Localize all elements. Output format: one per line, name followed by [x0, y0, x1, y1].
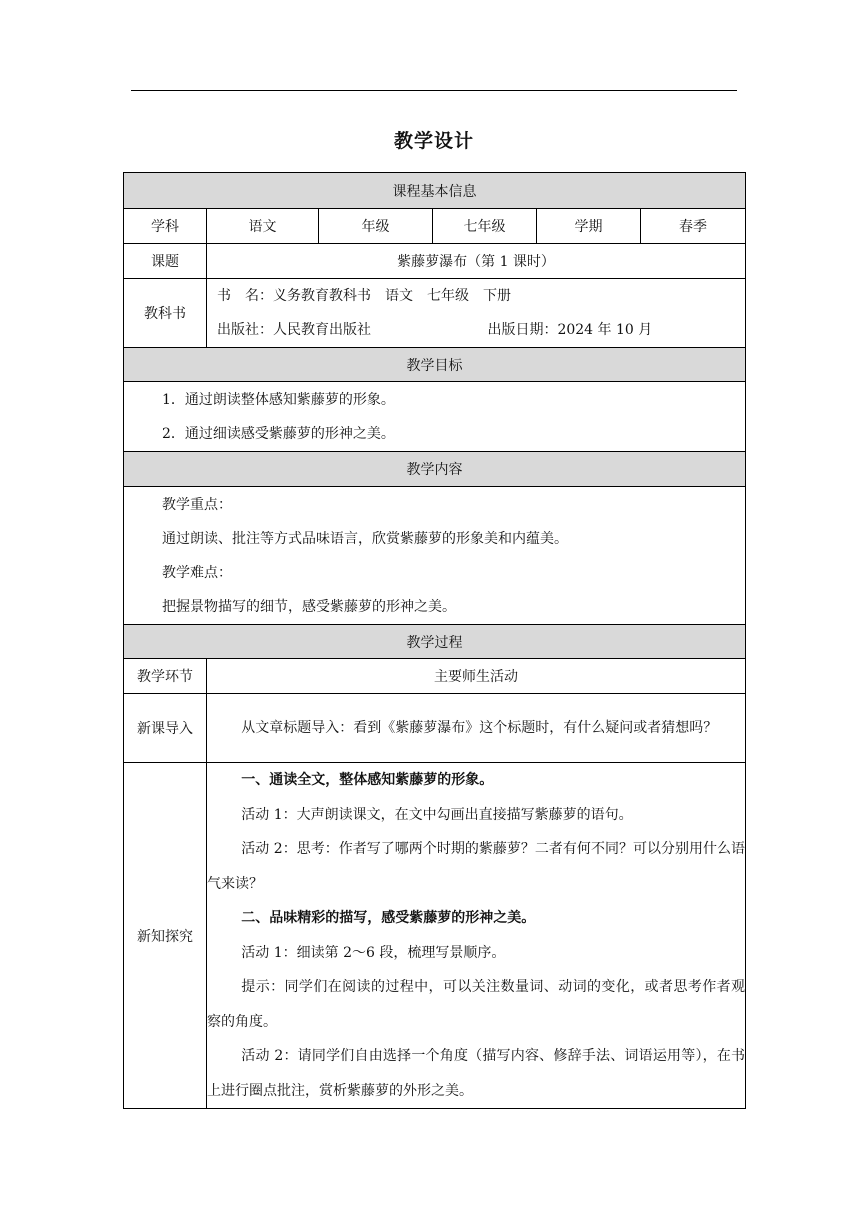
objectives-row — [124, 382, 746, 452]
textbook-row — [124, 279, 746, 348]
basic-info-header: 课程基本信息 — [124, 173, 746, 209]
difficulty-text: 把握景物描写的细节，感受紫藤萝的形神之美。 — [162, 598, 456, 615]
explore-activities — [207, 763, 746, 1109]
subject-value: 语文 — [207, 209, 319, 244]
term-label: 学期 — [537, 209, 641, 244]
objectives-header: 教学目标 — [124, 348, 746, 382]
process-header-row — [124, 625, 746, 659]
document-title: 教学设计 — [393, 130, 474, 152]
textbook-info — [207, 279, 746, 348]
explore-stage: 新知探究 — [124, 763, 207, 1109]
process-columns-row — [124, 659, 746, 694]
grade-label: 年级 — [319, 209, 433, 244]
publisher-line — [217, 313, 745, 347]
term-value: 春季 — [641, 209, 746, 244]
objectives-list — [124, 382, 746, 452]
difficulty-label: 教学难点： — [162, 564, 232, 581]
intro-text: 从文章标题导入：看到《紫藤萝瀑布》这个标题时，有什么疑问或者猜想吗？ — [241, 719, 718, 736]
publisher: 出版社：人民教育出版社 — [217, 322, 371, 338]
process-header: 教学过程 — [124, 625, 746, 659]
activity-column-header: 主要师生活动 — [207, 659, 746, 694]
explore-row — [124, 763, 746, 1109]
objective-item: 2．通过细读感受紫藤萝的形神之美。 — [162, 426, 395, 442]
topic-row — [124, 244, 746, 279]
subject-grade-term-row — [124, 209, 746, 244]
objective-item: 1．通过朗读整体感知紫藤萝的形象。 — [162, 392, 395, 408]
stage-column-header: 教学环节 — [124, 659, 207, 694]
intro-activity — [207, 694, 746, 763]
focus-text: 通过朗读、批注等方式品味语言，欣赏紫藤萝的形象美和内蕴美。 — [162, 530, 568, 547]
content-row — [124, 487, 746, 625]
content-header-row — [124, 452, 746, 487]
publication-date: 出版日期：2024 年 10 月 — [487, 322, 653, 338]
explore-heading: 一、通读全文，整体感知紫藤萝的形象。 — [241, 772, 494, 788]
explore-paragraph: 活动 1：细读第 2～6 段，梳理写景顺序。 — [241, 944, 506, 961]
topic-label: 课题 — [124, 244, 207, 279]
explore-heading: 二、品味精彩的描写，感受紫藤萝的形神之美。 — [241, 910, 536, 926]
content-header: 教学内容 — [124, 452, 746, 487]
explore-paragraph: 活动 2：思考：作者写了哪两个时期的紫藤萝？二者有何不同？可以分别用什么语气来读？ — [207, 841, 746, 892]
header-rule — [131, 90, 737, 91]
explore-paragraph: 提示：同学们在阅读的过程中，可以关注数量词、动词的变化，或者思考作者观察的角度。 — [207, 979, 746, 1030]
grade-value: 七年级 — [433, 209, 537, 244]
topic-value: 紫藤萝瀑布（第 1 课时） — [207, 244, 746, 279]
intro-row — [124, 694, 746, 763]
explore-paragraph: 活动 1：大声朗读课文，在文中勾画出直接描写紫藤萝的语句。 — [241, 806, 633, 823]
subject-label: 学科 — [124, 209, 207, 244]
focus-label: 教学重点： — [162, 496, 232, 513]
lesson-plan-table — [123, 172, 746, 1109]
textbook-label: 教科书 — [124, 279, 207, 348]
basic-info-header-row — [124, 173, 746, 209]
intro-stage: 新课导入 — [124, 694, 207, 763]
explore-paragraph: 活动 2：请同学们自由选择一个角度（描写内容、修辞手法、词语运用等），在书上进行圈点批注，赏析紫藤萝的外形之美。 — [207, 1048, 746, 1099]
content-body — [124, 487, 746, 625]
objectives-header-row — [124, 348, 746, 382]
textbook-name: 书 名：义务教育教科书 语文 七年级 下册 — [217, 288, 511, 304]
